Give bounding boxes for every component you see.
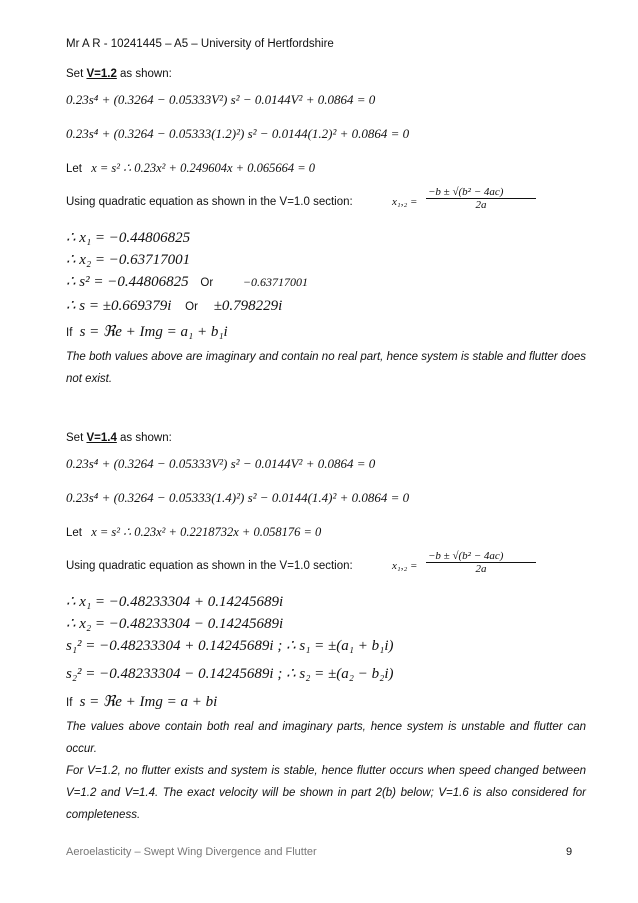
let-equation: x = s² ∴ 0.23x² + 0.249604x + 0.065664 = 0 bbox=[91, 161, 316, 175]
s-squared-value: ∴ s² = −0.44806825 bbox=[66, 274, 189, 290]
section2-conclusion-2: For V=1.2, no flutter exists and system is stable, hence flutter occurs when speed changed between V=1.2 and V=1.4. The exact velocity will be shown in part 2(b) below; V=1.6 is also considered for completeness. bbox=[66, 765, 586, 821]
section2-s2: s₂² = −0.48233304 − 0.14245689i ; ∴ s₂ = ±(a₂ − b₂i) bbox=[66, 666, 394, 682]
page-number: 9 bbox=[566, 846, 573, 858]
intro-prefix: Set bbox=[66, 432, 87, 444]
quad-numerator: −b ± √(b² − 4ac) bbox=[426, 186, 536, 199]
or-label: Or bbox=[185, 301, 198, 313]
let-equation: x = s² ∴ 0.23x² + 0.2218732x + 0.058176 = 0 bbox=[91, 525, 322, 539]
quad-numerator: −b ± √(b² − 4ac) bbox=[426, 550, 536, 563]
let-label: Let bbox=[66, 527, 82, 539]
s-value-alt: ±0.798229i bbox=[213, 298, 283, 314]
section1-s-squared bbox=[66, 272, 308, 291]
section2-intro bbox=[66, 432, 172, 444]
let-label: Let bbox=[66, 163, 82, 175]
section2-root-x1: ∴ x₁ = −0.48233304 + 0.14245689i bbox=[66, 594, 284, 610]
quad-denominator: 2a bbox=[475, 563, 487, 575]
quad-lhs: x₁,₂ = bbox=[392, 196, 418, 208]
section1-if bbox=[66, 322, 228, 341]
section1-equation-substituted: 0.23s⁴ + (0.3264 − 0.05333(1.2)²) s² − 0.0144(1.2)² + 0.0864 = 0 bbox=[66, 126, 410, 141]
section2-equation-substituted: 0.23s⁴ + (0.3264 − 0.05333(1.4)²) s² − 0.0144(1.4)² + 0.0864 = 0 bbox=[66, 490, 410, 505]
page-header: Mr A R - 10241445 – A5 – University of Hertfordshire bbox=[66, 38, 334, 50]
section2-let bbox=[66, 524, 321, 540]
s-squared-alt: −0.63717001 bbox=[242, 275, 309, 289]
section2-s1: s₁² = −0.48233304 + 0.14245689i ; ∴ s₁ = ±(a₁ + b₁i) bbox=[66, 638, 394, 654]
s-value: ∴ s = ±0.669379i bbox=[66, 298, 172, 314]
or-label: Or bbox=[200, 277, 214, 289]
section1-s-value bbox=[66, 296, 282, 315]
page-footer: Aeroelasticity – Swept Wing Divergence and Flutter bbox=[66, 846, 317, 858]
section1-equation-general: 0.23s⁴ + (0.3264 − 0.05333V²) s² − 0.0144V² + 0.0864 = 0 bbox=[66, 92, 376, 107]
section2-quadratic-text: Using quadratic equation as shown in the V=1.0 section: bbox=[66, 560, 353, 572]
if-label: If bbox=[66, 697, 73, 709]
section2-root-x2: ∴ x₂ = −0.48233304 − 0.14245689i bbox=[66, 616, 284, 632]
intro-suffix: as shown: bbox=[116, 432, 172, 444]
if-label: If bbox=[66, 327, 73, 339]
if-equation: s = ℜe + Img = a₁ + b₁i bbox=[79, 324, 228, 340]
section2-if bbox=[66, 692, 217, 711]
intro-suffix: as shown: bbox=[116, 68, 172, 80]
section1-root-x2: ∴ x₂ = −0.63717001 bbox=[66, 252, 191, 268]
section1-let bbox=[66, 160, 315, 176]
section2-conclusion-1: The values above contain both real and imaginary parts, hence system is unstable and flutter can occur. bbox=[66, 721, 586, 755]
section1-conclusion: The both values above are imaginary and contain no real part, hence system is stable and flutter does not exist. bbox=[66, 351, 586, 385]
velocity-value: V=1.2 bbox=[86, 68, 117, 80]
section1-intro bbox=[66, 68, 172, 80]
velocity-value: V=1.4 bbox=[86, 432, 117, 444]
quad-lhs: x₁,₂ = bbox=[392, 560, 418, 572]
intro-prefix: Set bbox=[66, 68, 87, 80]
if-equation: s = ℜe + Img = a + bi bbox=[79, 694, 218, 710]
section1-root-x1: ∴ x₁ = −0.44806825 bbox=[66, 230, 191, 246]
section2-equation-general: 0.23s⁴ + (0.3264 − 0.05333V²) s² − 0.0144V² + 0.0864 = 0 bbox=[66, 456, 376, 471]
section1-quadratic-text: Using quadratic equation as shown in the V=1.0 section: bbox=[66, 196, 353, 208]
quad-denominator: 2a bbox=[475, 199, 487, 211]
